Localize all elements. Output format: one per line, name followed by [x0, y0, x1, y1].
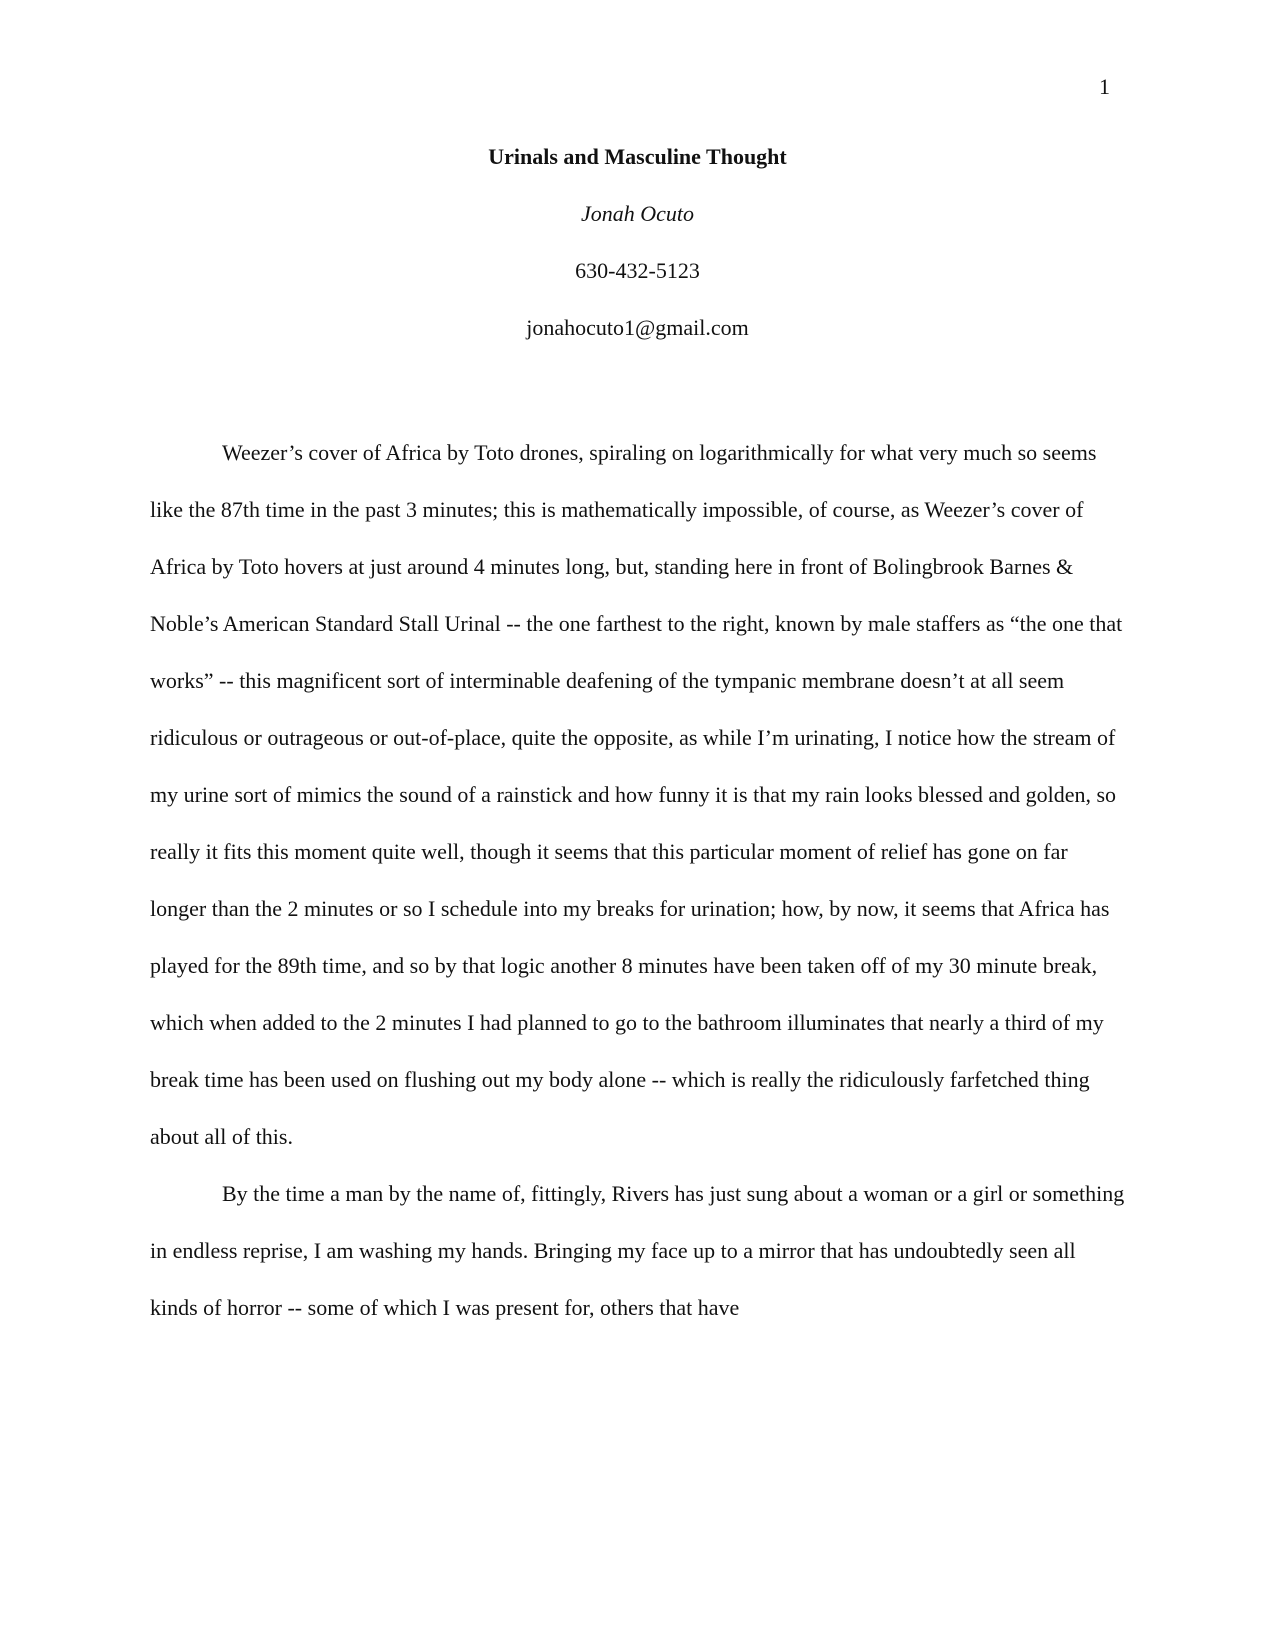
page-number: 1 — [1099, 74, 1110, 99]
title-block — [0, 140, 1275, 344]
paragraph-1: Weezer’s cover of Africa by Toto drones, spiraling on logarithmically for what very much so seems like the 87th time in the past 3 minutes; this is mathematically impossible, of course, as Weezer’s cover of Africa by Toto hovers at just around 4 minutes long, but, standing here in front of Bolingbrook Barnes & Noble’s American Standard Stall Urinal -- the one farthest to the right, known by male staffers as “the one that works” -- this magnificent sort of interminable deafening of the tympanic membrane doesn’t at all seem ridiculous or outrageous or out-of-place, quite the opposite, as while I’m urinating, I notice how the stream of my urine sort of mimics the sound of a rainstick and how funny it is that my rain looks blessed and golden, so really it fits this moment quite well, though it seems that this particular moment of relief has gone on far longer than the 2 minutes or so I schedule into my breaks for urination; how, by now, it seems that Africa has played for the 89th time, and so by that logic another 8 minutes have been taken off of my 30 minute break, which when added to the 2 minutes I had planned to go to the bathroom illuminates that nearly a third of my break time has been used on flushing out my body alone -- which is really the ridiculously farfetched thing about all of this. — [150, 440, 1123, 1149]
document-title: Urinals and Masculine Thought — [488, 144, 787, 169]
paragraph-2: By the time a man by the name of, fittingly, Rivers has just sung about a woman or a girl or something in endless reprise, I am washing my hands. Bringing my face up to a mirror that has undoubtedly seen all kinds of horror -- some of which I was present for, others that have — [150, 1181, 1125, 1320]
author-name: Jonah Ocuto — [580, 201, 695, 226]
author-phone: 630-432-5123 — [575, 258, 700, 283]
author-email: jonahocuto1@gmail.com — [526, 315, 749, 340]
body-text — [150, 424, 1126, 1336]
